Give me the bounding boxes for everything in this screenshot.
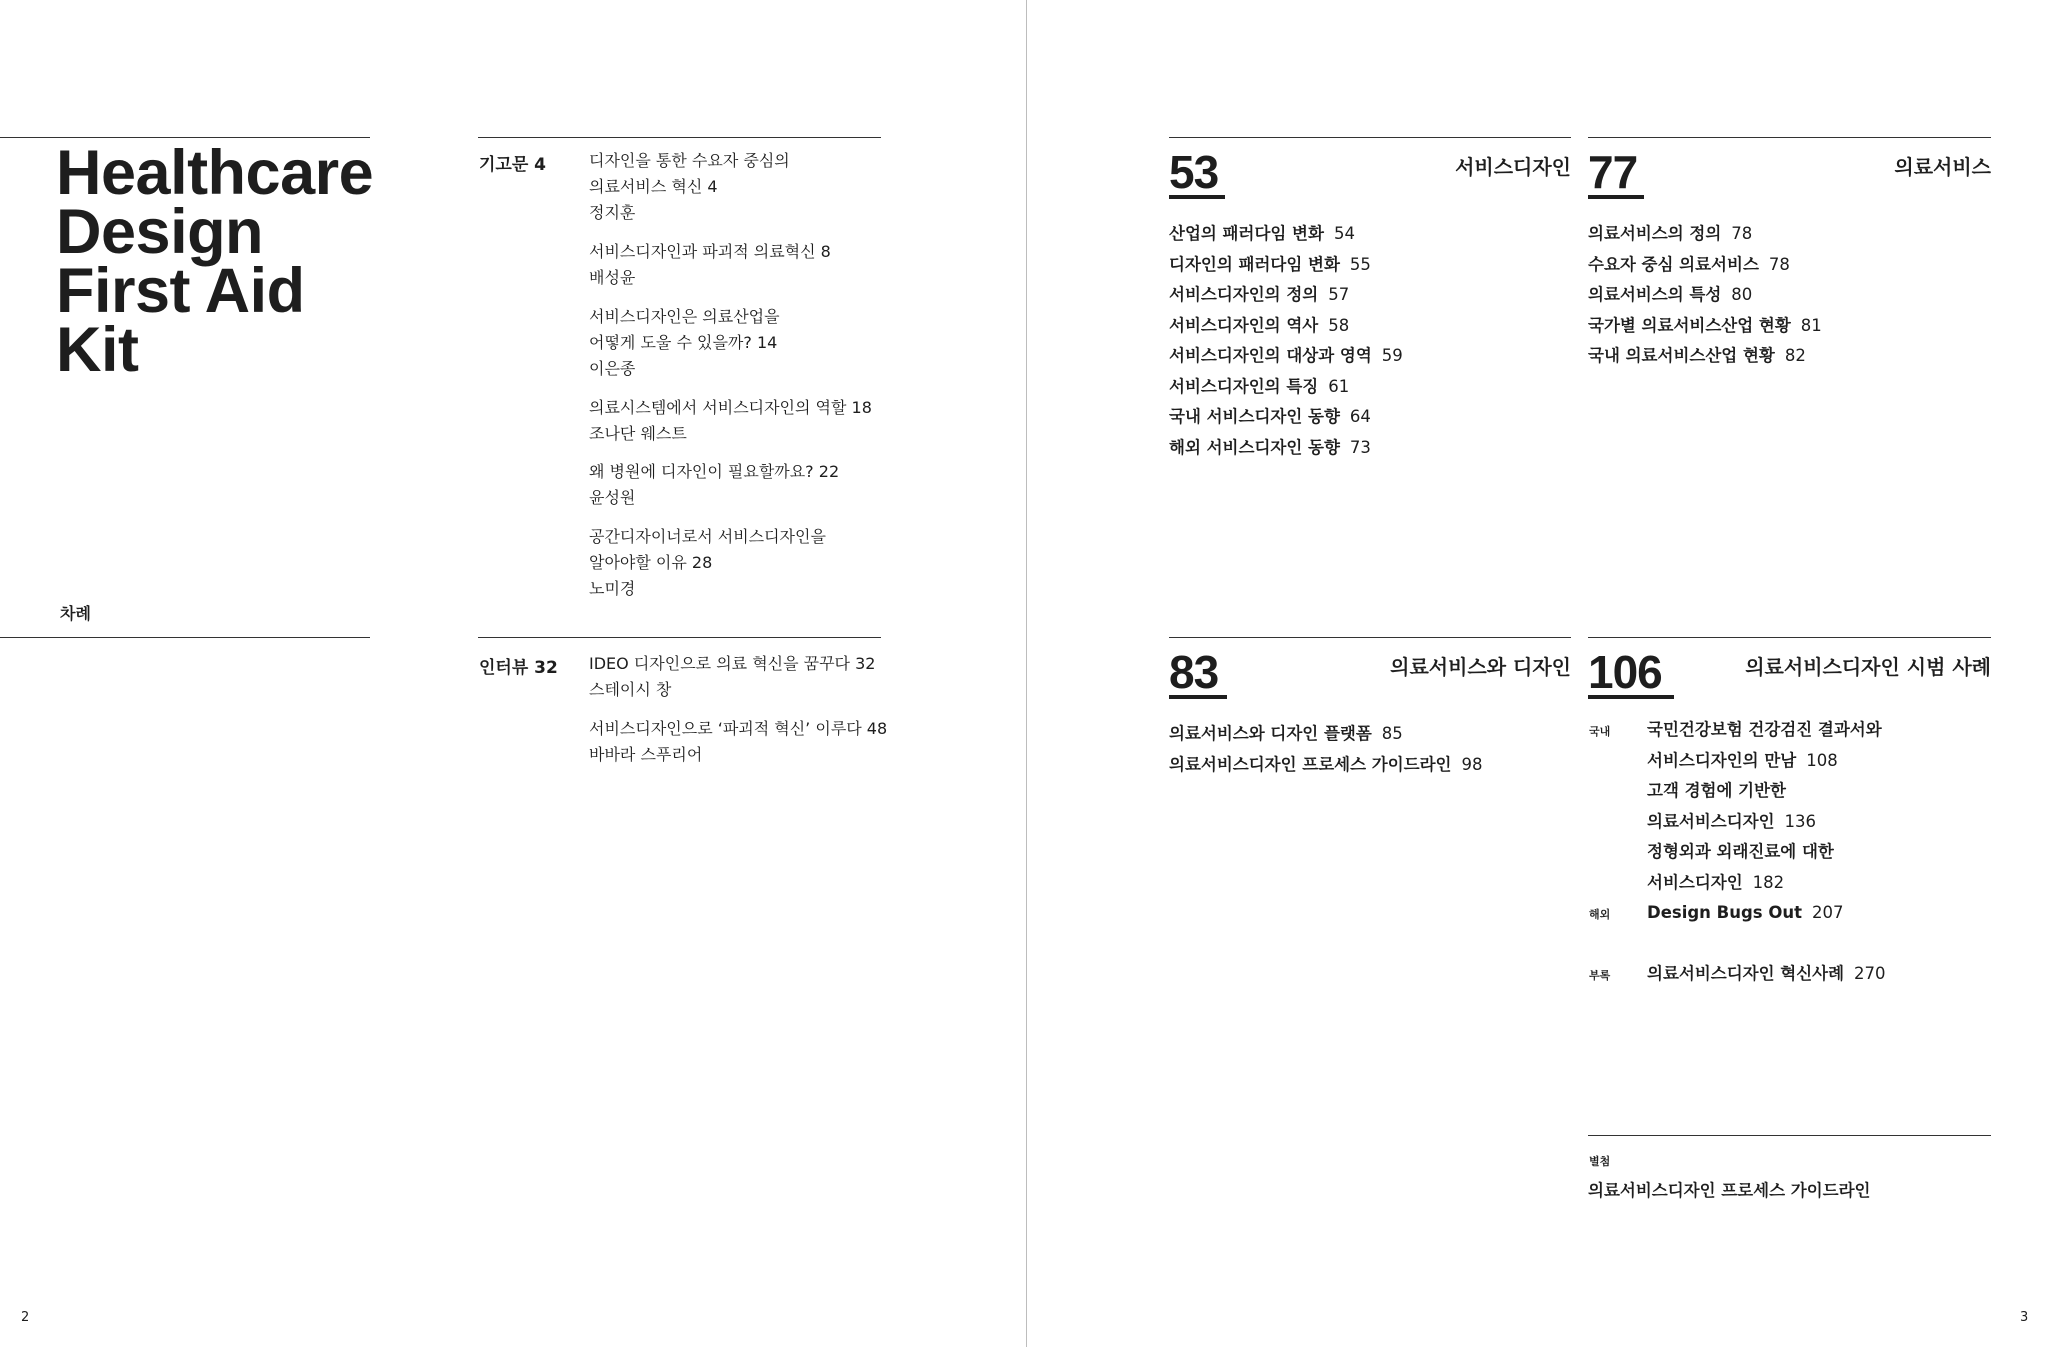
page-number: 57 — [1328, 285, 1350, 304]
section-53-items — [1169, 219, 1403, 463]
page-number: 78 — [1768, 254, 1790, 274]
page-number: 80 — [1731, 285, 1753, 304]
toc-item[interactable]: Design Bugs Out 207 — [1647, 903, 1844, 922]
rule-section-83 — [1169, 637, 1571, 638]
rule-section-53 — [1169, 137, 1571, 138]
book-title — [56, 138, 374, 385]
section-number-77: 77 — [1588, 146, 1638, 198]
page-number: 54 — [1333, 224, 1355, 243]
section-number-83: 83 — [1169, 646, 1219, 698]
entry-author: 노미경 — [589, 579, 636, 598]
rule-contributions — [478, 137, 881, 138]
page-number: 73 — [1349, 437, 1371, 457]
page-gutter — [1026, 0, 1027, 1347]
page-number: 59 — [1381, 346, 1403, 365]
toc-item[interactable]: 산업의 패러다임 변화 54 — [1169, 224, 1355, 243]
entry-author: 정지훈 — [589, 203, 636, 222]
page-number: 81 — [1800, 315, 1822, 335]
rule-section-77 — [1588, 137, 1991, 138]
toc-entry-2[interactable] — [589, 239, 889, 291]
entry-line: 서비스디자인과 파괴적 의료혁신 8 — [589, 242, 831, 261]
toc-item[interactable]: 서비스디자인의 만남 108 — [1647, 750, 1838, 770]
folio-right: 3 — [2020, 1310, 2029, 1325]
page-number: 98 — [1461, 754, 1483, 774]
entry-line: 디자인을 통한 수요자 중심의 — [589, 151, 790, 170]
entry-author: 배성윤 — [589, 268, 636, 287]
toc-item[interactable]: 의료서비스디자인 136 — [1647, 811, 1817, 831]
toc-item[interactable]: 국민건강보험 건강검진 결과서와 — [1647, 720, 1882, 739]
toc-item[interactable]: 서비스디자인의 역사 58 — [1169, 315, 1350, 335]
page-number: 61 — [1328, 376, 1350, 396]
contributions-label: 기고문 4 — [479, 155, 547, 175]
toc-item[interactable]: 의료서비스디자인 혁신사례 270 — [1647, 964, 1886, 983]
entry-line: 의료시스템에서 서비스디자인의 역할 18 — [589, 398, 872, 417]
entry-line: 서비스디자인은 의료산업을 — [589, 307, 780, 326]
toc-item[interactable]: 서비스디자인의 특징 61 — [1169, 376, 1350, 396]
section-106-appendix — [1647, 959, 1886, 990]
entry-author: 스테이시 창 — [589, 680, 672, 699]
tag-appendix: 부록 — [1589, 969, 1611, 982]
entry-author: 조나단 웨스트 — [589, 424, 687, 443]
toc-item[interactable]: 서비스디자인의 대상과 영역 59 — [1169, 346, 1403, 365]
page-number: 55 — [1349, 254, 1371, 274]
page-number: 108 — [1806, 750, 1838, 770]
section-title-53: 서비스디자인 — [1455, 155, 1571, 179]
rule-interviews — [478, 637, 881, 638]
section-number-underline — [1588, 695, 1674, 699]
title-line: Kit — [56, 315, 139, 385]
toc-item[interactable]: 정형외과 외래진료에 대한 — [1647, 842, 1834, 861]
section-83-items — [1169, 719, 1482, 780]
section-number-106: 106 — [1588, 646, 1662, 698]
entry-author: 바바라 스푸리어 — [589, 745, 703, 764]
entry-line: 알아야할 이유 28 — [589, 553, 713, 572]
rule-section-106 — [1588, 637, 1991, 638]
entry-line: 어떻게 도울 수 있을까? 14 — [589, 333, 778, 352]
tag-overseas: 해외 — [1589, 908, 1611, 921]
entry-line: 서비스디자인으로 ‘파괴적 혁신’ 이루다 48 — [589, 719, 888, 738]
entry-line: 공간디자이너로서 서비스디자인을 — [589, 527, 826, 546]
toc-item[interactable]: 의료서비스의 특성 80 — [1588, 285, 1753, 304]
entry-author: 윤성원 — [589, 488, 636, 507]
toc-entry-6[interactable] — [589, 524, 889, 602]
supplement-item[interactable]: 의료서비스디자인 프로세스 가이드라인 — [1588, 1181, 1871, 1200]
rule-bottom-left — [0, 637, 370, 638]
toc-item[interactable]: 디자인의 패러다임 변화 55 — [1169, 254, 1371, 274]
supplement-label: 별첨 — [1589, 1155, 1611, 1168]
page-number: 182 — [1752, 872, 1785, 892]
toc-entry-interview-1[interactable] — [589, 651, 889, 703]
folio-left: 2 — [21, 1310, 30, 1325]
title-line: First Aid — [56, 256, 305, 326]
toc-item[interactable]: 고객 경험에 기반한 — [1647, 781, 1787, 800]
section-number-underline — [1588, 195, 1644, 199]
section-title-83: 의료서비스와 디자인 — [1390, 655, 1571, 679]
toc-entry-3[interactable] — [589, 304, 889, 382]
toc-entry-interview-2[interactable] — [589, 716, 889, 768]
toc-item[interactable]: 서비스디자인 182 — [1647, 872, 1785, 892]
title-line: Healthcare — [56, 138, 374, 208]
entry-author: 이은종 — [589, 359, 636, 378]
toc-item[interactable]: 서비스디자인의 정의 57 — [1169, 285, 1350, 304]
page-number: 64 — [1349, 407, 1371, 426]
rule-supplement — [1588, 1135, 1991, 1136]
section-number-underline — [1169, 695, 1227, 699]
toc-item[interactable]: 국내 의료서비스산업 현황 82 — [1588, 346, 1806, 365]
toc-entry-1[interactable] — [589, 148, 889, 226]
page-number: 136 — [1784, 811, 1817, 831]
toc-item[interactable]: 의료서비스의 정의 78 — [1588, 224, 1753, 243]
toc-item[interactable]: 해외 서비스디자인 동향 73 — [1169, 437, 1371, 457]
page-number: 78 — [1731, 224, 1753, 243]
interviews-label: 인터뷰 32 — [479, 658, 558, 678]
section-title-77: 의료서비스 — [1894, 155, 1991, 179]
section-number-53: 53 — [1169, 146, 1219, 198]
page-number: 270 — [1854, 964, 1886, 983]
section-106-items — [1647, 715, 1882, 929]
toc-entry-4[interactable] — [589, 395, 889, 447]
toc-item[interactable]: 수요자 중심 의료서비스 78 — [1588, 254, 1790, 274]
entry-line: IDEO 디자인으로 의료 혁신을 꿈꾸다 32 — [589, 654, 876, 673]
entry-line: 왜 병원에 디자인이 필요할까요? 22 — [589, 462, 840, 481]
page-number: 85 — [1381, 724, 1403, 743]
toc-entry-5[interactable] — [589, 459, 889, 511]
toc-label: 차례 — [60, 604, 91, 623]
toc-item[interactable]: 국내 서비스디자인 동향 64 — [1169, 407, 1371, 426]
page-number: 58 — [1328, 315, 1350, 335]
page-number: 82 — [1784, 346, 1806, 365]
toc-item[interactable]: 국가별 의료서비스산업 현황 81 — [1588, 315, 1822, 335]
page-number: 207 — [1812, 903, 1844, 922]
section-77-items — [1588, 219, 1822, 372]
toc-item[interactable]: 의료서비스와 디자인 플랫폼 85 — [1169, 724, 1403, 743]
section-title-106: 의료서비스디자인 시범 사례 — [1745, 655, 1991, 679]
section-number-underline — [1169, 195, 1225, 199]
title-line: Design — [56, 197, 264, 267]
toc-item[interactable]: 의료서비스디자인 프로세스 가이드라인 98 — [1169, 754, 1483, 774]
tag-domestic: 국내 — [1589, 725, 1611, 738]
entry-line: 의료서비스 혁신 4 — [589, 177, 718, 196]
